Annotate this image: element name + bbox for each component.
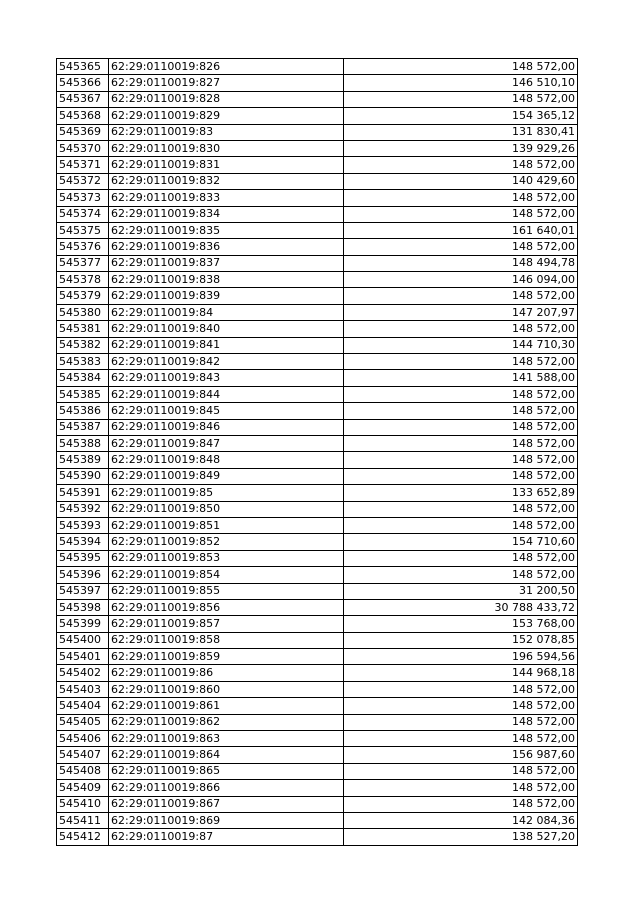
table-row [57,354,578,370]
row-number: 545395 [57,550,109,566]
cadastral-number: 62:29:0110019:834 [109,206,344,222]
cadastral-number: 62:29:0110019:833 [109,190,344,206]
row-number: 545404 [57,698,109,714]
row-number: 545399 [57,616,109,632]
cadastral-value: 148 572,00 [344,681,578,697]
cadastral-value: 156 987,60 [344,747,578,763]
cadastral-value: 148 572,00 [344,731,578,747]
cadastral-value: 131 830,41 [344,124,578,140]
table-body [57,59,578,846]
cadastral-number: 62:29:0110019:867 [109,796,344,812]
cadastral-number: 62:29:0110019:832 [109,173,344,189]
cadastral-number: 62:29:0110019:858 [109,632,344,648]
cadastral-number: 62:29:0110019:841 [109,337,344,353]
cadastral-number: 62:29:0110019:850 [109,501,344,517]
table-row [57,288,578,304]
cadastral-number: 62:29:0110019:845 [109,403,344,419]
table-row [57,304,578,320]
table-row [57,337,578,353]
cadastral-value: 148 572,00 [344,354,578,370]
cadastral-number: 62:29:0110019:852 [109,534,344,550]
table-row [57,452,578,468]
cadastral-value: 148 572,00 [344,190,578,206]
table-row [57,698,578,714]
row-number: 545370 [57,140,109,156]
row-number: 545375 [57,222,109,238]
row-number: 545398 [57,599,109,615]
row-number: 545411 [57,812,109,828]
cadastral-number: 62:29:0110019:831 [109,157,344,173]
table-row [57,321,578,337]
row-number: 545383 [57,354,109,370]
cadastral-value: 148 494,78 [344,255,578,271]
cadastral-number: 62:29:0110019:854 [109,567,344,583]
cadastral-number: 62:29:0110019:865 [109,763,344,779]
cadastral-number: 62:29:0110019:826 [109,59,344,75]
row-number: 545389 [57,452,109,468]
row-number: 545368 [57,108,109,124]
cadastral-number: 62:29:0110019:860 [109,681,344,697]
row-number: 545412 [57,829,109,845]
row-number: 545397 [57,583,109,599]
row-number: 545380 [57,304,109,320]
row-number: 545377 [57,255,109,271]
row-number: 545405 [57,714,109,730]
cadastral-number: 62:29:0110019:847 [109,435,344,451]
table-row [57,714,578,730]
cadastral-number: 62:29:0110019:83 [109,124,344,140]
cadastral-value: 148 572,00 [344,288,578,304]
cadastral-value: 154 710,60 [344,534,578,550]
table-row [57,583,578,599]
cadastral-number: 62:29:0110019:840 [109,321,344,337]
cadastral-value: 144 968,18 [344,665,578,681]
row-number: 545393 [57,517,109,533]
cadastral-number: 62:29:0110019:842 [109,354,344,370]
row-number: 545366 [57,75,109,91]
table-row [57,780,578,796]
cadastral-number: 62:29:0110019:827 [109,75,344,91]
row-number: 545409 [57,780,109,796]
cadastral-value: 148 572,00 [344,386,578,402]
table-row [57,272,578,288]
table-row [57,681,578,697]
table-row [57,567,578,583]
row-number: 545410 [57,796,109,812]
row-number: 545372 [57,173,109,189]
row-number: 545384 [57,370,109,386]
table-row [57,239,578,255]
cadastral-value: 148 572,00 [344,468,578,484]
cadastral-value: 148 572,00 [344,567,578,583]
row-number: 545386 [57,403,109,419]
table-row [57,747,578,763]
table-row [57,222,578,238]
cadastral-number: 62:29:0110019:839 [109,288,344,304]
table-row [57,517,578,533]
row-number: 545403 [57,681,109,697]
cadastral-value: 161 640,01 [344,222,578,238]
cadastral-value: 147 207,97 [344,304,578,320]
cadastral-number: 62:29:0110019:853 [109,550,344,566]
cadastral-value: 31 200,50 [344,583,578,599]
table-row [57,616,578,632]
row-number: 545381 [57,321,109,337]
table-row [57,173,578,189]
row-number: 545408 [57,763,109,779]
row-number: 545378 [57,272,109,288]
cadastral-value: 144 710,30 [344,337,578,353]
row-number: 545382 [57,337,109,353]
cadastral-value: 148 572,00 [344,714,578,730]
table-row [57,190,578,206]
table-row [57,763,578,779]
row-number: 545394 [57,534,109,550]
table-row [57,108,578,124]
cadastral-number: 62:29:0110019:837 [109,255,344,271]
cadastral-value: 148 572,00 [344,763,578,779]
cadastral-number: 62:29:0110019:829 [109,108,344,124]
row-number: 545373 [57,190,109,206]
table-row [57,731,578,747]
row-number: 545374 [57,206,109,222]
cadastral-number: 62:29:0110019:855 [109,583,344,599]
cadastral-value: 148 572,00 [344,550,578,566]
row-number: 545376 [57,239,109,255]
cadastral-value-table [56,58,578,846]
cadastral-value: 148 572,00 [344,59,578,75]
row-number: 545365 [57,59,109,75]
table-row [57,796,578,812]
cadastral-number: 62:29:0110019:84 [109,304,344,320]
row-number: 545367 [57,91,109,107]
cadastral-number: 62:29:0110019:843 [109,370,344,386]
cadastral-number: 62:29:0110019:861 [109,698,344,714]
table-row [57,829,578,845]
cadastral-number: 62:29:0110019:869 [109,812,344,828]
table-row [57,649,578,665]
table-row [57,468,578,484]
cadastral-value: 138 527,20 [344,829,578,845]
cadastral-number: 62:29:0110019:87 [109,829,344,845]
cadastral-number: 62:29:0110019:866 [109,780,344,796]
table-row [57,812,578,828]
row-number: 545379 [57,288,109,304]
cadastral-number: 62:29:0110019:848 [109,452,344,468]
table-row [57,501,578,517]
cadastral-value: 142 084,36 [344,812,578,828]
row-number: 545401 [57,649,109,665]
cadastral-value: 146 510,10 [344,75,578,91]
cadastral-value: 148 572,00 [344,206,578,222]
cadastral-value: 153 768,00 [344,616,578,632]
table-row [57,75,578,91]
row-number: 545387 [57,419,109,435]
cadastral-value: 148 572,00 [344,239,578,255]
cadastral-number: 62:29:0110019:836 [109,239,344,255]
cadastral-number: 62:29:0110019:862 [109,714,344,730]
table-row [57,140,578,156]
cadastral-value: 139 929,26 [344,140,578,156]
table-row [57,59,578,75]
cadastral-value: 140 429,60 [344,173,578,189]
row-number: 545406 [57,731,109,747]
table-row [57,534,578,550]
table-row [57,485,578,501]
cadastral-number: 62:29:0110019:828 [109,91,344,107]
cadastral-number: 62:29:0110019:838 [109,272,344,288]
table-row [57,665,578,681]
cadastral-number: 62:29:0110019:856 [109,599,344,615]
row-number: 545396 [57,567,109,583]
cadastral-number: 62:29:0110019:86 [109,665,344,681]
table-row [57,157,578,173]
cadastral-number: 62:29:0110019:863 [109,731,344,747]
cadastral-value: 148 572,00 [344,91,578,107]
row-number: 545402 [57,665,109,681]
cadastral-number: 62:29:0110019:857 [109,616,344,632]
cadastral-number: 62:29:0110019:846 [109,419,344,435]
cadastral-value: 148 572,00 [344,403,578,419]
cadastral-value: 141 588,00 [344,370,578,386]
table-row [57,632,578,648]
cadastral-value: 152 078,85 [344,632,578,648]
cadastral-value: 154 365,12 [344,108,578,124]
table-row [57,386,578,402]
table-row [57,91,578,107]
table-row [57,403,578,419]
row-number: 545371 [57,157,109,173]
cadastral-number: 62:29:0110019:835 [109,222,344,238]
row-number: 545391 [57,485,109,501]
cadastral-number: 62:29:0110019:851 [109,517,344,533]
table-row [57,206,578,222]
row-number: 545388 [57,435,109,451]
cadastral-number: 62:29:0110019:849 [109,468,344,484]
cadastral-value: 148 572,00 [344,452,578,468]
cadastral-value: 148 572,00 [344,501,578,517]
cadastral-value: 148 572,00 [344,796,578,812]
table-row [57,124,578,140]
table-row [57,370,578,386]
cadastral-value: 148 572,00 [344,517,578,533]
row-number: 545400 [57,632,109,648]
cadastral-value: 133 652,89 [344,485,578,501]
cadastral-value: 148 572,00 [344,419,578,435]
table-row [57,599,578,615]
cadastral-number: 62:29:0110019:864 [109,747,344,763]
cadastral-value: 148 572,00 [344,321,578,337]
cadastral-number: 62:29:0110019:859 [109,649,344,665]
row-number: 545369 [57,124,109,140]
cadastral-value: 196 594,56 [344,649,578,665]
table-row [57,419,578,435]
table-row [57,255,578,271]
cadastral-value: 30 788 433,72 [344,599,578,615]
row-number: 545385 [57,386,109,402]
cadastral-number: 62:29:0110019:844 [109,386,344,402]
table-row [57,550,578,566]
table-row [57,435,578,451]
cadastral-number: 62:29:0110019:830 [109,140,344,156]
cadastral-value: 148 572,00 [344,157,578,173]
row-number: 545407 [57,747,109,763]
cadastral-value: 148 572,00 [344,780,578,796]
row-number: 545390 [57,468,109,484]
cadastral-value: 148 572,00 [344,698,578,714]
cadastral-number: 62:29:0110019:85 [109,485,344,501]
cadastral-value: 146 094,00 [344,272,578,288]
row-number: 545392 [57,501,109,517]
cadastral-value: 148 572,00 [344,435,578,451]
